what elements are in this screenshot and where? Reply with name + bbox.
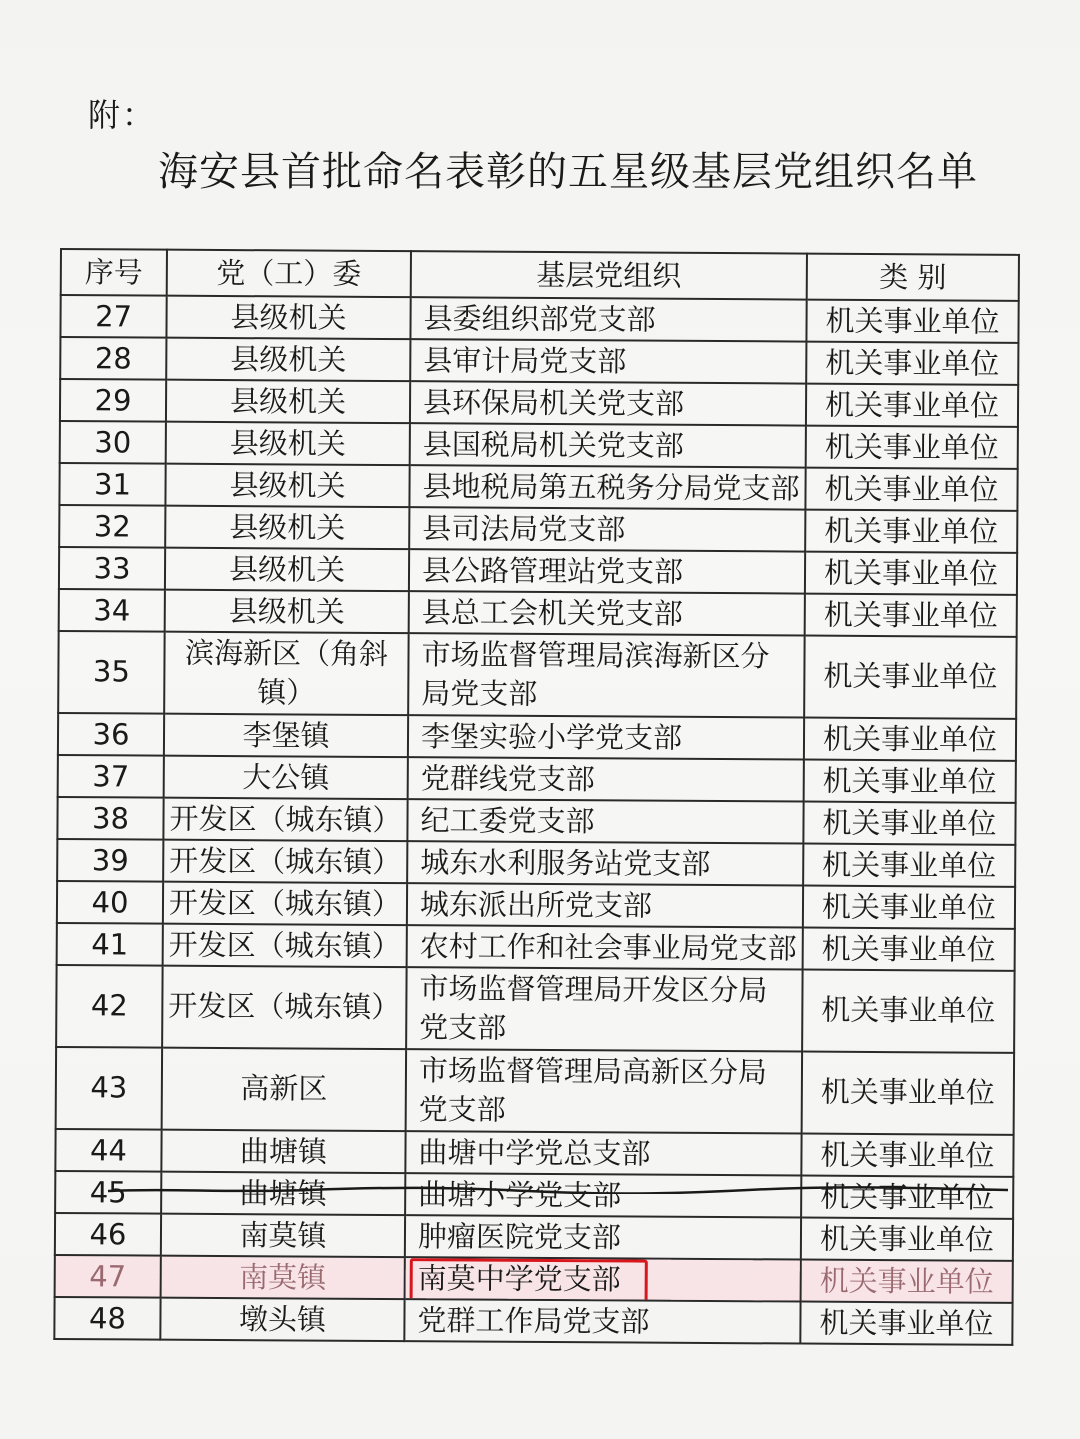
table-row	[58, 631, 1016, 719]
cell-serial: 28	[60, 337, 166, 380]
cell-organization: 市场监督管理局开发区分局党支部	[406, 967, 802, 1051]
table-row	[60, 337, 1018, 385]
table-row-highlighted	[55, 1255, 1013, 1303]
cell-serial: 27	[60, 295, 166, 338]
cell-committee: 县级机关	[166, 296, 410, 339]
cell-serial: 46	[55, 1213, 161, 1256]
table-row	[57, 797, 1015, 845]
cell-serial: 30	[60, 421, 166, 464]
cell-category: 机关事业单位	[801, 1176, 1013, 1219]
cell-organization: 城东水利服务站党支部	[407, 841, 803, 885]
cell-organization: 市场监督管理局滨海新区分局党支部	[408, 633, 804, 717]
cell-category: 机关事业单位	[800, 1302, 1012, 1345]
cell-committee: 墩头镇	[160, 1298, 404, 1341]
cell-organization: 党群线党支部	[408, 757, 804, 801]
table-row	[58, 755, 1016, 803]
cell-committee: 大公镇	[164, 756, 408, 799]
cell-serial: 40	[57, 881, 163, 924]
cell-committee: 李堡镇	[164, 714, 408, 757]
cell-committee: 高新区	[162, 1048, 406, 1131]
cell-organization: 肿瘤医院党支部	[405, 1215, 801, 1259]
cell-category: 机关事业单位	[805, 594, 1017, 637]
table-row	[60, 295, 1018, 343]
cell-serial: 33	[59, 547, 165, 590]
cell-category: 机关事业单位	[806, 384, 1018, 427]
cell-organization: 城东派出所党支部	[407, 883, 803, 927]
cell-committee: 县级机关	[166, 380, 410, 423]
table-row	[59, 547, 1017, 595]
cell-committee: 滨海新区（角斜镇）	[164, 632, 408, 715]
cell-serial: 38	[57, 797, 163, 840]
cell-organization: 县司法局党支部	[409, 507, 805, 551]
cell-serial: 39	[57, 839, 163, 882]
cell-serial: 32	[59, 505, 165, 548]
cell-category: 机关事业单位	[803, 802, 1015, 845]
cell-category: 机关事业单位	[804, 636, 1016, 719]
cell-serial: 37	[58, 755, 164, 798]
cell-category: 机关事业单位	[803, 886, 1015, 929]
cell-serial: 47	[55, 1255, 161, 1298]
table-row	[55, 1213, 1013, 1261]
cell-category: 机关事业单位	[802, 1052, 1014, 1135]
table-row	[59, 589, 1017, 637]
cell-serial: 29	[60, 379, 166, 422]
cell-category: 机关事业单位	[804, 718, 1016, 761]
cell-committee: 县级机关	[165, 464, 409, 507]
table-row	[59, 505, 1017, 553]
cell-category: 机关事业单位	[801, 1260, 1013, 1303]
table-row	[55, 1171, 1013, 1219]
cell-organization: 县地税局第五税务分局党支部	[409, 465, 805, 509]
cell-committee: 南莫镇	[161, 1256, 405, 1299]
cell-category: 机关事业单位	[801, 1218, 1013, 1261]
cell-category: 机关事业单位	[805, 552, 1017, 595]
cell-organization	[405, 1257, 801, 1301]
table-row	[56, 965, 1014, 1053]
cell-organization: 县总工会机关党支部	[409, 591, 805, 635]
cell-organization: 农村工作和社会事业局党支部	[407, 925, 803, 969]
cell-organization: 县国税局机关党支部	[410, 423, 806, 467]
cell-serial: 36	[58, 713, 164, 756]
cell-category: 机关事业单位	[802, 970, 1014, 1053]
cell-serial: 43	[56, 1047, 162, 1130]
cell-committee: 县级机关	[166, 338, 410, 381]
table-row	[54, 1297, 1012, 1345]
cell-organization: 曲塘小学党支部	[405, 1173, 801, 1217]
table-row	[55, 1129, 1013, 1177]
cell-organization: 县审计局党支部	[410, 339, 806, 383]
highlight-box	[410, 1258, 648, 1301]
cell-category: 机关事业单位	[801, 1134, 1013, 1177]
table-row	[57, 923, 1015, 971]
header-committee: 党（工）委	[167, 250, 411, 297]
cell-committee: 县级机关	[165, 548, 409, 591]
cell-category: 机关事业单位	[803, 928, 1015, 971]
table-row	[59, 463, 1017, 511]
table-header-row	[61, 249, 1019, 301]
cell-organization: 县公路管理站党支部	[409, 549, 805, 593]
cell-organization: 曲塘中学党总支部	[405, 1131, 801, 1175]
cell-organization: 李堡实验小学党支部	[408, 715, 804, 759]
table-row	[60, 421, 1018, 469]
cell-organization: 县委组织部党支部	[410, 297, 806, 341]
cell-organization: 纪工委党支部	[407, 799, 803, 843]
table-row	[57, 839, 1015, 887]
cell-category: 机关事业单位	[805, 510, 1017, 553]
cell-serial: 31	[59, 463, 165, 506]
cell-serial: 44	[55, 1129, 161, 1172]
cell-category: 机关事业单位	[806, 342, 1018, 385]
cell-serial: 41	[57, 923, 163, 966]
cell-organization-text: 南莫中学党支部	[417, 1260, 621, 1297]
cell-committee: 开发区（城东镇）	[162, 966, 406, 1049]
cell-category: 机关事业单位	[806, 300, 1018, 343]
header-organization: 基层党组织	[411, 251, 807, 299]
cell-organization: 县环保局机关党支部	[410, 381, 806, 425]
cell-committee: 曲塘镇	[161, 1130, 405, 1173]
handwritten-strike-line	[108, 1186, 1008, 1194]
table-row	[57, 881, 1015, 929]
table-row	[56, 1047, 1014, 1135]
cell-serial: 45	[55, 1171, 161, 1214]
attachment-label: 附：	[88, 96, 157, 134]
roster-table	[53, 248, 1020, 1346]
cell-committee: 南莫镇	[161, 1214, 405, 1257]
cell-organization: 党群工作局党支部	[404, 1299, 800, 1343]
table-row	[60, 379, 1018, 427]
document-title: 海安县首批命名表彰的五星级基层党组织名单	[158, 149, 978, 195]
table-row	[58, 713, 1016, 761]
cell-committee: 开发区（城东镇）	[163, 882, 407, 925]
cell-category: 机关事业单位	[805, 468, 1017, 511]
cell-serial: 34	[59, 589, 165, 632]
cell-organization: 市场监督管理局高新区分局党支部	[406, 1049, 802, 1133]
cell-committee: 县级机关	[165, 506, 409, 549]
cell-committee: 曲塘镇	[161, 1172, 405, 1215]
header-category: 类 别	[807, 254, 1019, 301]
cell-category: 机关事业单位	[804, 760, 1016, 803]
cell-category: 机关事业单位	[803, 844, 1015, 887]
cell-serial: 42	[56, 965, 162, 1048]
cell-committee: 开发区（城东镇）	[163, 840, 407, 883]
cell-committee: 开发区（城东镇）	[163, 924, 407, 967]
cell-committee: 开发区（城东镇）	[163, 798, 407, 841]
header-serial: 序号	[61, 249, 167, 296]
cell-committee: 县级机关	[165, 590, 409, 633]
cell-serial: 35	[58, 631, 164, 714]
cell-category: 机关事业单位	[806, 426, 1018, 469]
cell-committee: 县级机关	[166, 422, 410, 465]
cell-serial: 48	[54, 1297, 160, 1340]
